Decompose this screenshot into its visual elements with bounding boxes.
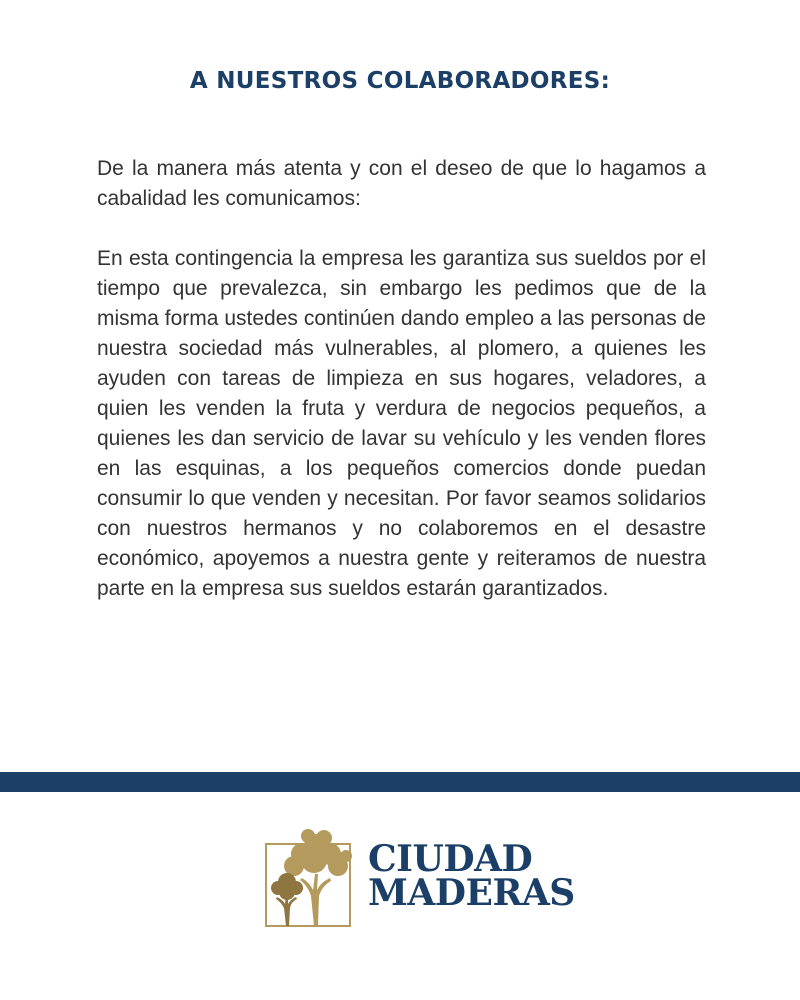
tree-icon <box>264 826 364 932</box>
intro-paragraph: De la manera más atenta y con el deseo de que lo hagamos a cabalidad les comunicamos: <box>97 157 706 210</box>
logo-wordmark <box>368 838 575 914</box>
page-title: A NUESTROS COLABORADORES: <box>189 68 611 94</box>
letter-body <box>97 154 706 634</box>
main-paragraph: En esta contingencia la empresa les garantiza sus sueldos por el tiempo que prevalezca, sin embargo les pedimos que de la misma forma ustedes continúen dando empleo a las personas de nuestra sociedad más vulnerables, al plomero, a quienes les ayuden con tareas de limpieza en sus hogares, veladores, a quien les venden la fruta y verdura de negocios pequeños, a quienes les dan servicio de lavar su vehículo y les venden flores en las esquinas, a los pequeños comercios donde puedan consumir lo que venden y necesitan. Por favor seamos solidarios con nuestros hermanos y no colaboremos en el desastre económico, apoyemos a nuestra gente y reiteramos de nuestra parte en la empresa sus sueldos estarán garantizados. <box>97 247 706 600</box>
footer-band <box>0 772 800 792</box>
logo-line-1: CIUDAD <box>368 838 533 880</box>
logo-line-2: MADERAS <box>368 872 575 914</box>
company-logo <box>264 826 575 932</box>
